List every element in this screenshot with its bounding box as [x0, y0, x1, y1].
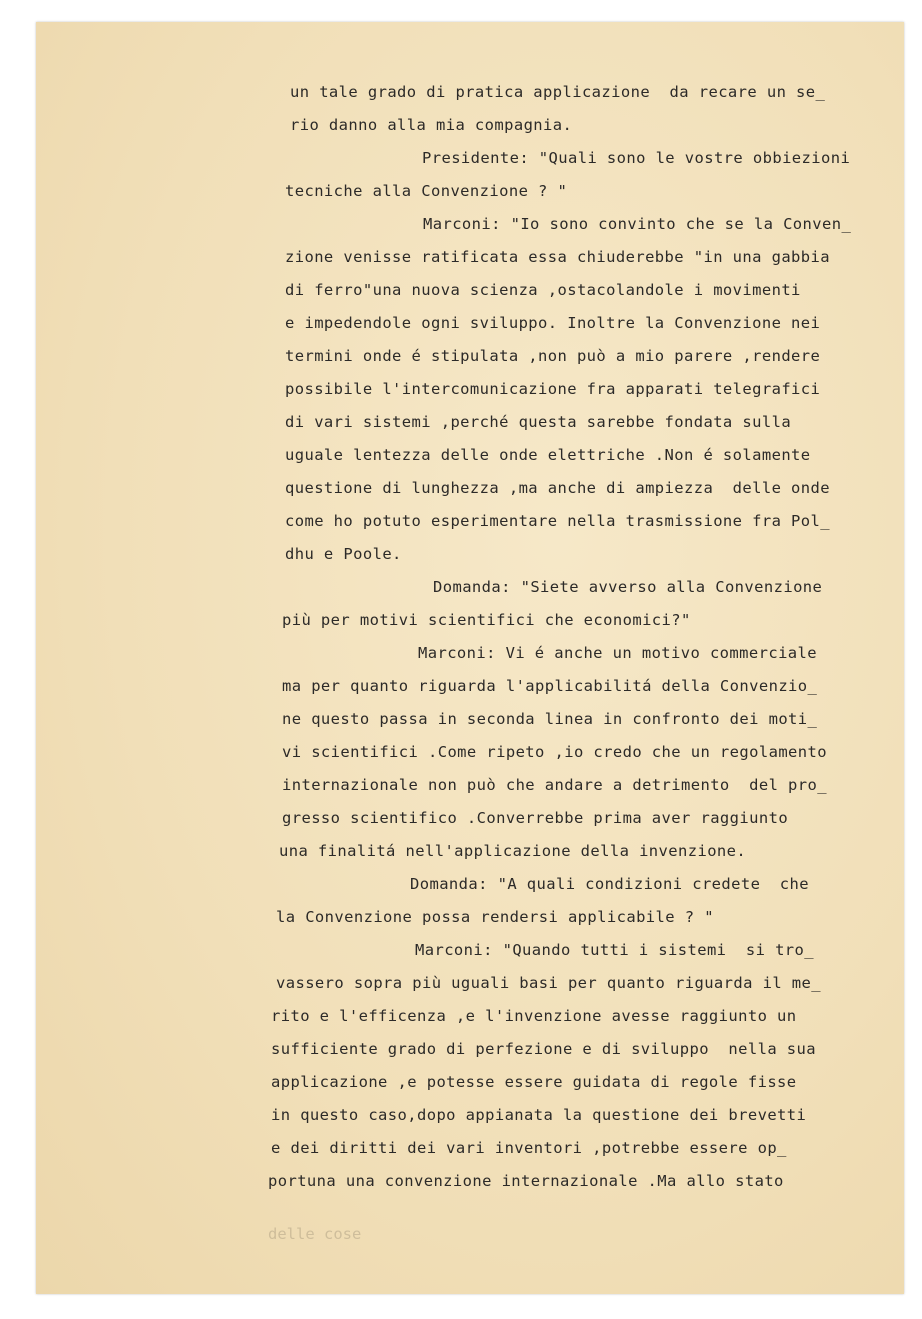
text-line: rito e l'efficenza ,e l'invenzione avesse raggiunto un — [271, 1007, 797, 1025]
text-line: tecniche alla Convenzione ? " — [285, 182, 568, 200]
text-line: Marconi: "Io sono convinto che se la Conven_ — [423, 215, 852, 233]
text-line: più per motivi scientifici che economici?" — [282, 611, 691, 629]
document-page — [36, 22, 904, 1294]
text-line: Domanda: "A quali condizioni credete che — [410, 875, 810, 893]
text-line: in questo caso,dopo appianata la questione dei brevetti — [271, 1106, 807, 1124]
text-line: vi scientifici .Come ripeto ,io credo che un regolamento — [282, 743, 827, 761]
text-line: ne questo passa in seconda linea in confronto dei moti_ — [282, 710, 818, 728]
text-line: rio danno alla mia compagnia. — [290, 116, 573, 134]
text-line: portuna una convenzione internazionale .Ma allo stato — [268, 1172, 784, 1190]
text-line: possibile l'intercomunicazione fra apparati telegrafici — [285, 380, 821, 398]
text-line: questione di lunghezza ,ma anche di ampiezza delle onde — [285, 479, 830, 497]
text-line: gresso scientifico .Converrebbe prima aver raggiunto — [282, 809, 789, 827]
text-line: ma per quanto riguarda l'applicabilitá della Convenzio_ — [282, 677, 818, 695]
text-line: Marconi: "Quando tutti i sistemi si tro_ — [415, 941, 815, 959]
text-line: termini onde é stipulata ,non può a mio parere ,rendere — [285, 347, 821, 365]
text-line: e impedendole ogni sviluppo. Inoltre la Convenzione nei — [285, 314, 821, 332]
text-line: di vari sistemi ,perché questa sarebbe fondata sulla — [285, 413, 792, 431]
text-line: come ho potuto esperimentare nella trasmissione fra Pol_ — [285, 512, 830, 530]
text-line: uguale lentezza delle onde elettriche .Non é solamente — [285, 446, 811, 464]
text-line: internazionale non può che andare a detrimento del pro_ — [282, 776, 827, 794]
faded-text-line: delle cose — [268, 1225, 362, 1243]
text-line: di ferro"una nuova scienza ,ostacolandole i movimenti — [285, 281, 801, 299]
text-line: un tale grado di pratica applicazione da recare un se_ — [290, 83, 826, 101]
text-line: sufficiente grado di perfezione e di sviluppo nella sua — [271, 1040, 816, 1058]
text-line: una finalitá nell'applicazione della invenzione. — [279, 842, 747, 860]
text-line: zione venisse ratificata essa chiuderebbe "in una gabbia — [285, 248, 830, 266]
typed-text-block — [36, 22, 904, 1294]
text-line: Domanda: "Siete avverso alla Convenzione — [433, 578, 823, 596]
text-line: dhu e Poole. — [285, 545, 402, 563]
text-line: vassero sopra più uguali basi per quanto riguarda il me_ — [276, 974, 821, 992]
text-line: la Convenzione possa rendersi applicabile ? " — [276, 908, 714, 926]
text-line: Presidente: "Quali sono le vostre obbiezioni — [422, 149, 851, 167]
text-line: Marconi: Vi é anche un motivo commerciale — [418, 644, 818, 662]
text-line: e dei diritti dei vari inventori ,potrebbe essere op_ — [271, 1139, 787, 1157]
text-line: applicazione ,e potesse essere guidata di regole fisse — [271, 1073, 797, 1091]
